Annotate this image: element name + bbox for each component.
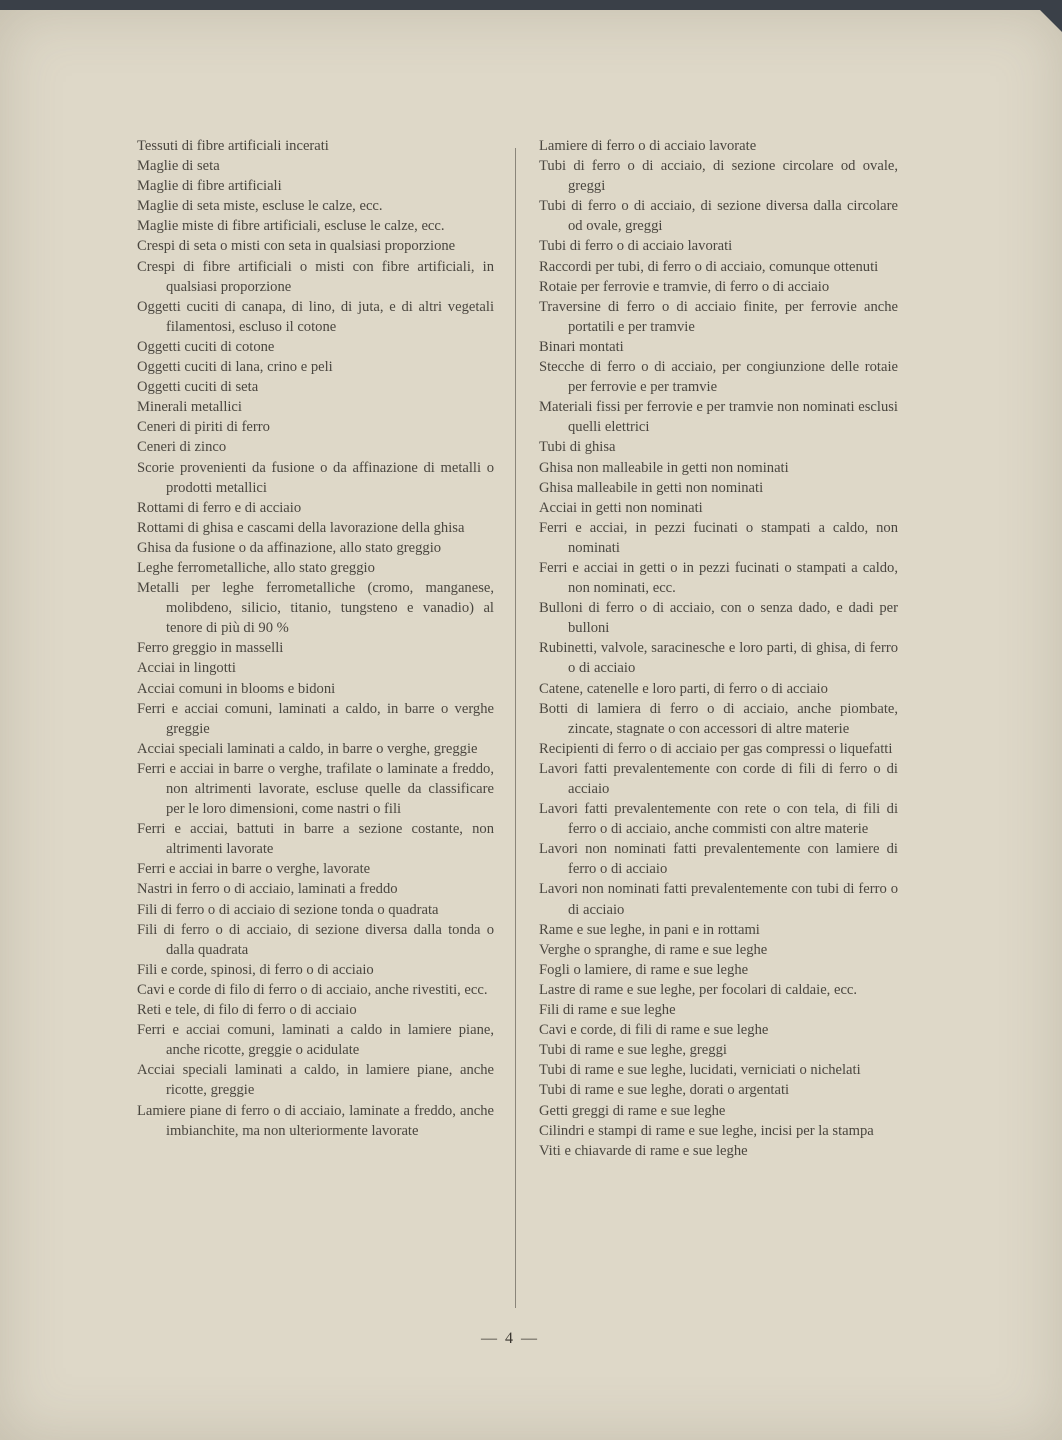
left-column — [137, 136, 494, 1141]
list-entry: Ferri e acciai, in pezzi fucinati o stampati a caldo, non nominati — [539, 519, 898, 556]
list-entry: Oggetti cuciti di canapa, di lino, di juta, e di altri vegetali filamentosi, escluso il cotone — [137, 298, 494, 335]
column-divider — [515, 148, 516, 1308]
list-entry: Tessuti di fibre artificiali incerati — [137, 138, 329, 154]
list-entry: Oggetti cuciti di lana, crino e peli — [137, 359, 333, 376]
list-entry: Fili di ferro o di acciaio, di sezione diversa dalla tonda o dalla quadrata — [137, 921, 494, 958]
list-entry: Tubi di rame e sue leghe, lucidati, verniciati o nichelati — [539, 1062, 861, 1079]
list-entry: Ghisa malleabile in getti non nominati — [539, 479, 764, 496]
list-entry: Materiali fissi per ferrovie e per tramvie non nominati esclusi quelli elettrici — [539, 399, 898, 436]
list-entry: Acciai comuni in blooms e bidoni — [137, 680, 336, 697]
list-entry: Ceneri di piriti di ferro — [137, 419, 270, 436]
list-entry: Ferri e acciai in barre o verghe, trafilate o laminate a freddo, non altrimenti lavorate, escluse quelle da classificare per le loro dimensioni, come nastri o fili — [137, 760, 494, 818]
list-entry: Tubi di ghisa — [539, 439, 616, 456]
list-entry: Tubi di rame e sue leghe, greggi — [539, 1042, 727, 1059]
list-entry: Tubi di rame e sue leghe, dorati o argentati — [539, 1082, 790, 1099]
list-entry: Rotaie per ferrovie e tramvie, di ferro o di acciaio — [539, 278, 830, 295]
list-entry: Viti e chiavarde di rame e sue leghe — [539, 1142, 748, 1159]
list-entry: Tubi di ferro o di acciaio, di sezione circolare od ovale, greggi — [539, 158, 898, 195]
list-entry: Bulloni di ferro o di acciaio, con o senza dado, e dadi per bulloni — [539, 600, 898, 637]
list-entry: Binari montati — [539, 338, 624, 355]
list-entry: Acciai in getti non nominati — [539, 499, 703, 516]
page-number: — 4 — — [481, 1330, 539, 1347]
list-entry: Leghe ferrometalliche, allo stato greggio — [137, 559, 375, 576]
list-entry: Metalli per leghe ferrometalliche (cromo, manganese, molibdeno, silicio, titanio, tungsteno e vanadio) al tenore di più di 90 % — [137, 580, 494, 637]
list-entry: Lavori non nominati fatti prevalentemente con tubi di ferro o di acciaio — [539, 881, 898, 918]
list-entry: Oggetti cuciti di seta — [137, 379, 259, 396]
list-entry: Ferro greggio in masselli — [137, 640, 284, 657]
list-entry: Cilindri e stampi di rame e sue leghe, incisi per la stampa — [539, 1122, 874, 1139]
list-entry: Maglie di seta miste, escluse le calze, ecc. — [137, 198, 383, 215]
list-entry: Recipienti di ferro o di acciaio per gas compressi o liquefatti — [539, 740, 893, 757]
list-entry: Crespi di seta o misti con seta in qualsiasi proporzione — [137, 238, 456, 255]
list-entry: Fili e corde, spinosi, di ferro o di acciaio — [137, 961, 374, 978]
document-page — [0, 10, 1062, 1440]
list-entry: Catene, catenelle e loro parti, di ferro o di acciaio — [539, 680, 828, 697]
list-entry: Rottami di ferro e di acciaio — [137, 499, 302, 516]
list-entry: Tubi di ferro o di acciaio, di sezione diversa dalla circolare od ovale, greggi — [539, 198, 898, 235]
list-entry: Fogli o lamiere, di rame e sue leghe — [539, 961, 749, 978]
list-entry: Fili di rame e sue leghe — [539, 1002, 676, 1019]
list-entry: Fili di ferro o di acciaio di sezione tonda o quadrata — [137, 901, 439, 918]
list-entry: Maglie di fibre artificiali — [137, 178, 282, 195]
list-entry: Ferri e acciai comuni, laminati a caldo in lamiere piane, anche ricotte, greggie o acidulate — [137, 1022, 494, 1059]
list-entry: Ferri e acciai in barre o verghe, lavorate — [137, 861, 371, 878]
list-entry: Verghe o spranghe, di rame e sue leghe — [539, 941, 768, 958]
list-entry: Lamiere di ferro o di acciaio lavorate — [539, 138, 757, 154]
list-entry: Rottami di ghisa e cascami della lavorazione della ghisa — [137, 519, 465, 536]
list-entry: Ghisa da fusione o da affinazione, allo stato greggio — [137, 539, 442, 556]
list-entry: Acciai speciali laminati a caldo, in barre o verghe, greggie — [137, 740, 478, 757]
list-entry: Rubinetti, valvole, saracinesche e loro parti, di ghisa, di ferro o di acciaio — [539, 640, 898, 677]
list-entry: Crespi di fibre artificiali o misti con fibre artificiali, in qualsiasi proporzione — [137, 258, 494, 295]
list-entry: Minerali metallici — [137, 399, 242, 416]
list-entry: Traversine di ferro o di acciaio finite, per ferrovie anche portatili e per tramvie — [539, 298, 898, 335]
list-entry: Acciai speciali laminati a caldo, in lamiere piane, anche ricotte, greggie — [137, 1062, 494, 1099]
list-entry: Oggetti cuciti di cotone — [137, 338, 275, 355]
list-entry: Ceneri di zinco — [137, 439, 227, 456]
list-entry: Ferri e acciai comuni, laminati a caldo, in barre o verghe greggie — [137, 700, 494, 737]
list-entry: Tubi di ferro o di acciaio lavorati — [539, 238, 733, 255]
list-entry: Ghisa non malleabile in getti non nominati — [539, 459, 789, 476]
list-entry: Cavi e corde, di fili di rame e sue leghe — [539, 1022, 769, 1039]
list-entry: Stecche di ferro o di acciaio, per congiunzione delle rotaie per ferrovie e per tramvie — [539, 359, 898, 396]
list-entry: Getti greggi di rame e sue leghe — [539, 1102, 726, 1119]
list-entry: Ferri e acciai, battuti in barre a sezione costante, non altrimenti lavorate — [137, 821, 494, 858]
list-entry: Acciai in lingotti — [137, 660, 236, 677]
list-entry: Lavori fatti prevalentemente con corde di fili di ferro o di acciaio — [539, 760, 898, 797]
list-entry: Cavi e corde di filo di ferro o di acciaio, anche rivestiti, ecc. — [137, 981, 488, 998]
list-entry: Reti e tele, di filo di ferro o di acciaio — [137, 1002, 357, 1019]
list-entry: Lavori fatti prevalentemente con rete o con tela, di fili di ferro o di acciaio, anche commisti con altre materie — [539, 801, 898, 838]
list-entry: Lamiere piane di ferro o di acciaio, laminate a freddo, anche imbianchite, ma non ulteriormente lavorate — [137, 1102, 494, 1139]
list-entry: Maglie di seta — [137, 158, 220, 175]
list-entry: Ferri e acciai in getti o in pezzi fucinati o stampati a caldo, non nominati, ecc. — [539, 559, 898, 597]
list-entry: Lastre di rame e sue leghe, per focolari di caldaie, ecc. — [539, 981, 858, 998]
torn-corner — [1040, 10, 1062, 32]
list-entry: Botti di lamiera di ferro o di acciaio, anche piombate, zincate, stagnate o con accessori di altre materie — [539, 700, 898, 737]
list-entry: Scorie provenienti da fusione o da affinazione di metalli o prodotti metallici — [137, 459, 494, 496]
list-entry: Nastri in ferro o di acciaio, laminati a freddo — [137, 881, 398, 898]
list-entry: Maglie miste di fibre artificiali, escluse le calze, ecc. — [137, 218, 445, 235]
list-entry: Lavori non nominati fatti prevalentemente con lamiere di ferro o di acciaio — [539, 841, 898, 878]
list-entry: Raccordi per tubi, di ferro o di acciaio, comunque ottenuti — [539, 258, 879, 275]
right-column — [539, 136, 898, 1161]
list-entry: Rame e sue leghe, in pani e in rottami — [539, 921, 760, 938]
